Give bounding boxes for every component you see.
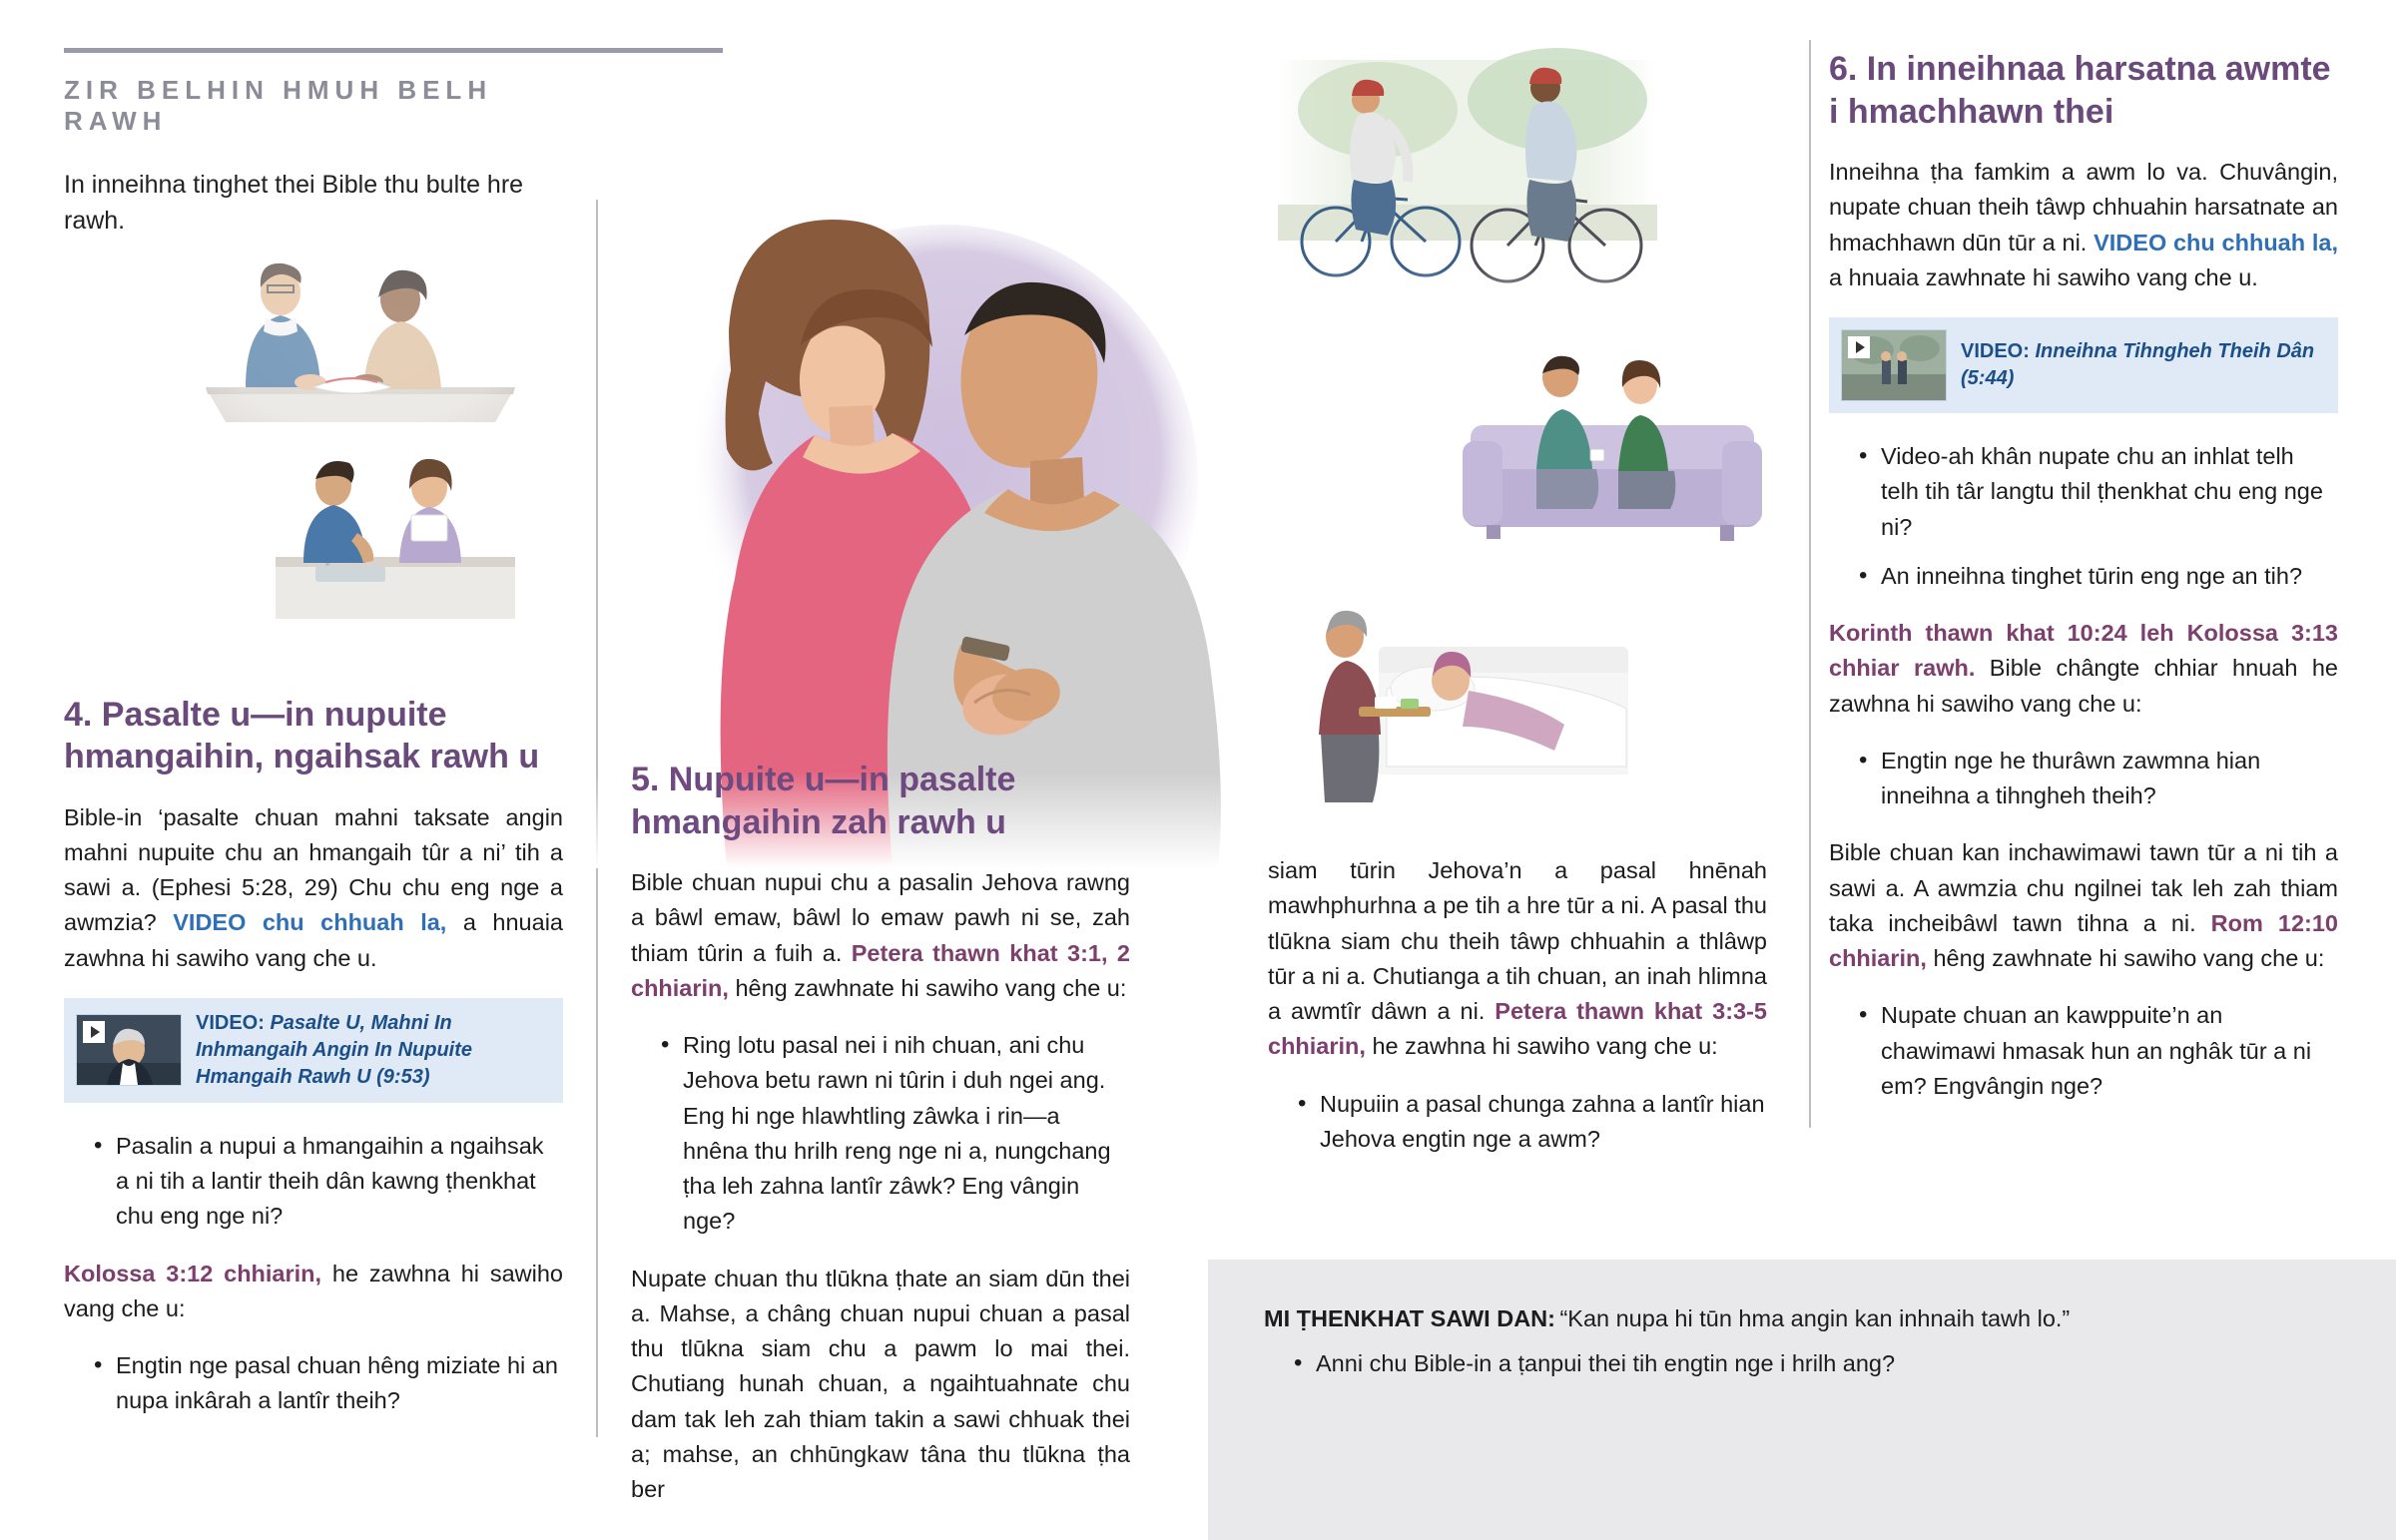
section-6-questions-2 xyxy=(1829,744,2338,814)
objection-questions xyxy=(1264,1346,2340,1381)
kicker-text: ZIR BELHIN HMUH BELH RAWH xyxy=(64,75,493,136)
section-6-paragraph xyxy=(1829,155,2338,295)
video-link[interactable]: VIDEO chu chhuah la, xyxy=(2094,229,2338,256)
section-4-questions-2 xyxy=(64,1348,563,1419)
section-6-questions xyxy=(1829,439,2338,594)
video-card-section-4[interactable] xyxy=(64,998,563,1103)
text-run: Inneihna ṭha famkim a awm lo va. Chuvângin, nupate chuan theih tâwp chhuahin harsatnate an hmachhawn dūn tūr a ni. xyxy=(1829,159,2338,256)
video-card-section-6[interactable] xyxy=(1829,317,2338,413)
section-5-paragraph xyxy=(631,865,1130,1006)
section-4-title: 4. Pasalte u—in nupuite hmangaihin, ngaihsak rawh u xyxy=(64,695,540,775)
scripture-citation[interactable]: Petera thawn khat 3:1, 2 chhiarin, xyxy=(631,939,1130,1001)
column-two xyxy=(631,759,1130,1529)
list-item: • Pasalin a nupui a hmangaihin a ngaihsak a ni tih a lantir theih dân kawng ṭhenkhat chu eng nge ni? xyxy=(94,1129,563,1235)
video-caption xyxy=(1961,338,2326,392)
couple-riding-bicycles-illustration xyxy=(1258,30,1677,329)
video-link[interactable]: VIDEO chu chhuah la, xyxy=(173,909,447,936)
video-label: VIDEO: xyxy=(1961,340,2030,362)
objection-label: MI ṬHENKHAT SAWI DAN: xyxy=(1264,1305,1555,1331)
section-6-paragraph-2 xyxy=(1829,835,2338,976)
section-kicker xyxy=(64,48,563,137)
section-5-questions-2 xyxy=(1268,1087,1767,1158)
text-run: a hnuaia zawhna hi sawiho vang che u. xyxy=(64,909,563,971)
list-item: • Nupate chuan an kawppuite’n an chawimawi hmasak hun an nghâk tūr a ni em? Engvângin nge? xyxy=(1859,998,2338,1104)
video-thumbnail[interactable] xyxy=(76,1014,182,1086)
scripture-citation[interactable]: Petera thawn khat 3:3-5 chhiarin, xyxy=(1268,998,1767,1060)
play-icon[interactable] xyxy=(1848,336,1870,358)
illustration-spacer xyxy=(64,264,563,694)
list-item: • Ring lotu pasal nei i nih chuan, ani chu Jehova betu rawn ni tûrin i duh ngei ang. Eng hi nge hlawhtling zâwka i rin—a hnêna thu hrilh reng nge ni a, nungchang ṭha leh zahna lantîr zâwk? Eng vângin nge? xyxy=(661,1028,1130,1240)
video-title: Inneihna Tihngheh Theih Dân (5:44) xyxy=(1961,340,2315,389)
section-4-citation-paragraph xyxy=(64,1257,563,1327)
intro-text: In inneihna tinghet thei Bible thu bulte hre rawh. xyxy=(64,171,524,236)
text-run: hêng zawhnate hi sawiho vang che u: xyxy=(1926,945,2325,971)
text-run: siam tūrin Jehova’n a pasal hnēnah mawhphurhna a pe tih a hre tūr a ni. A pasal thu tlūkna siam chu theih tâwp chhuahin a thlâwp tūr a ni a. Chutianga a tih chuan, an inah hlimna a awmtîr dâwn a ni. xyxy=(1268,857,1767,1024)
video-caption xyxy=(196,1010,551,1091)
column-four xyxy=(1829,48,2338,1126)
couple-on-sofa-illustration xyxy=(1453,329,1772,569)
section-6-questions-3 xyxy=(1829,998,2338,1104)
video-thumbnail[interactable] xyxy=(1841,329,1947,401)
text-run: he zawhna hi sawiho vang che u: xyxy=(64,1260,563,1321)
common-objection-note xyxy=(1208,1260,2396,1540)
list-item: • An inneihna tinghet tūrin eng nge an tih? xyxy=(1859,559,2338,594)
section-6-citation-paragraph xyxy=(1829,616,2338,722)
section-4-questions xyxy=(64,1129,563,1235)
section-6-title: 6. In inneihnaa harsatna awmte i hmachhawn thei xyxy=(1829,50,2331,131)
text-run: Bible chuan nupui chu a pasalin Jehova rawng a bâwl emaw, bâwl lo emaw pawh ni se, zah thiam tûrin a fuih a. xyxy=(631,869,1130,966)
man-caring-for-sick-wife-illustration xyxy=(1283,539,1632,808)
list-item: • Anni chu Bible-in a ṭanpui thei tih engtin nge i hrilh ang? xyxy=(1294,1346,2340,1381)
list-item: • Video-ah khân nupate chu an inhlat telh telh tih târ langtu thil ṭhenkhat chu eng nge ni? xyxy=(1859,439,2338,545)
list-item: • Engtin nge he thurâwn zawmna hian inneihna a tihngheh theih? xyxy=(1859,744,2338,814)
video-title: Pasalte U, Mahni In Inhmangaih Angin In Nupuite Hmangaih Rawh U (9:53) xyxy=(196,1011,473,1088)
list-item: • Engtin nge pasal chuan hêng miziate hi an nupa inkârah a lantîr theih? xyxy=(94,1348,563,1419)
text-run: he zawhna hi sawiho vang che u: xyxy=(1365,1033,1718,1060)
objection-line xyxy=(1264,1305,2340,1332)
section-5-paragraph-2: Nupate chuan thu tlūkna ṭhate an siam dūn thei a. Mahse, a châng chuan nupui chuan a pasal thu tlūkna siam chu a pawm lo mai thei. Chutiang hunah chuan, a ngaihtuahnate chu dam tak leh zah thiam takin a sawi chhuak thei a; mahse, an chhūngkaw tâna thu tlūkna ṭha ber xyxy=(631,1265,1130,1502)
list-item: • Nupuiin a pasal chunga zahna a lantîr hian Jehova engtin nge a awm? xyxy=(1298,1087,1767,1158)
play-icon[interactable] xyxy=(83,1021,105,1043)
scripture-citation[interactable]: Kolossa 3:12 chhiarin, xyxy=(64,1260,322,1286)
video-label: VIDEO: xyxy=(196,1011,265,1034)
section-5-continuation xyxy=(1268,853,1767,1065)
column-three xyxy=(1268,853,1767,1179)
text-run: a hnuaia zawhnate hi sawiho vang che u. xyxy=(1829,263,2258,290)
kicker-rule xyxy=(64,48,723,53)
text-run: Bible chângte chhiar hnuah he zawhna hi sawiho vang che u: xyxy=(1829,655,2338,717)
scripture-citation[interactable]: Rom 12:10 chhiarin, xyxy=(1829,909,2339,971)
text-run: Bible-in ‘pasalte chuan mahni taksate angin mahni nupuite chu an hmangaih tûr a ni’ tih a sawi a. (Ephesi 5:28, 29) Chu chu eng nge a awmzia? xyxy=(64,803,563,936)
column-one xyxy=(64,48,563,1441)
scripture-citation[interactable]: Korinth thawn khat 10:24 leh Kolossa 3:13 chhiar rawh. xyxy=(1829,620,2338,682)
section-5-questions xyxy=(631,1028,1130,1240)
objection-quote: “Kan nupa hi tūn hma angin kan inhnaih tawh lo.” xyxy=(1559,1305,2071,1331)
text-run: hêng zawhnate hi sawiho vang che u: xyxy=(728,974,1127,1001)
section-4-paragraph xyxy=(64,800,563,976)
section-5-title: 5. Nupuite u—in pasalte hmangaihin zah rawh u xyxy=(631,761,1016,841)
column-divider xyxy=(1809,40,1811,1128)
text-run: Bible chuan kan inchawimawi tawn tūr a ni tih a sawi a. A awmzia chu ngilnei tak leh zah thiam taka incheibâwl tawn tihna a ni. xyxy=(1829,839,2338,936)
